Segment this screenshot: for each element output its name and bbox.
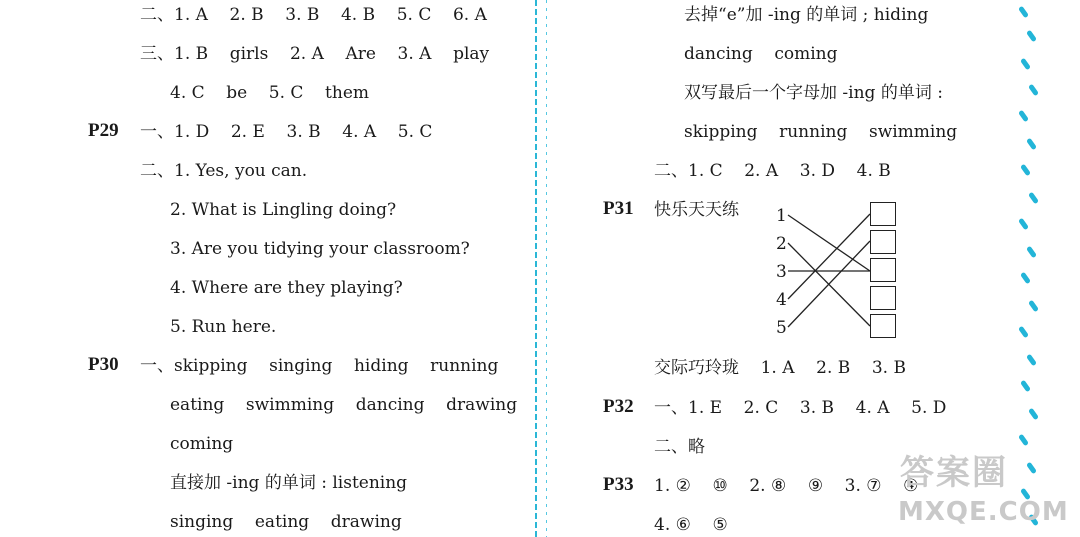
page-divider (535, 0, 537, 537)
leaf-decoration (1018, 110, 1029, 123)
leaf-decoration (1018, 326, 1029, 339)
answer-line: 4. Where are they playing? (170, 278, 403, 298)
leaf-decoration (1028, 84, 1039, 97)
leaf-decoration (1020, 164, 1031, 177)
match-box (870, 230, 896, 254)
match-number: 1 (776, 206, 787, 226)
leaf-decoration (1028, 192, 1039, 205)
leaf-decoration (1020, 58, 1031, 71)
page-label-p29: P29 (88, 120, 119, 141)
answer-line: 3. Are you tidying your classroom? (170, 239, 470, 259)
match-box (870, 258, 896, 282)
matching-diagram (770, 198, 910, 340)
leaf-decoration (1028, 408, 1039, 421)
match-box (870, 286, 896, 310)
answer-line: 4. C be 5. C them (170, 83, 370, 103)
answer-line: skipping running swimming (684, 122, 958, 142)
leaf-decoration (1018, 6, 1029, 19)
leaf-decoration (1020, 272, 1031, 285)
answer-line: 交际巧玲珑 1. A 2. B 3. B (654, 358, 906, 378)
match-number: 4 (776, 290, 787, 310)
page-label-p31: P31 (603, 198, 634, 219)
watermark-url: MXQE.COM (898, 497, 1069, 527)
section-title: 快乐天天练 (654, 200, 739, 220)
leaf-decoration (1026, 246, 1037, 259)
leaf-decoration (1026, 462, 1037, 475)
match-box (870, 202, 896, 226)
leaf-decoration (1026, 30, 1037, 43)
answer-line: singing eating drawing (170, 512, 402, 532)
answer-line: 去掉“e”加 -ing 的单词 ; hiding (684, 5, 929, 25)
match-box (870, 314, 896, 338)
answer-line: eating swimming dancing drawing (170, 395, 518, 415)
leaf-decoration (1028, 300, 1039, 313)
answer-line: 4. ⑥ ⑤ (654, 515, 728, 535)
page-divider-dots (546, 0, 547, 537)
answer-line: 三、1. B girls 2. A Are 3. A play (140, 44, 490, 64)
answer-line: 二、1. Yes, you can. (140, 161, 308, 181)
answer-line: 一、skipping singing hiding running (140, 356, 499, 376)
leaf-decoration (1026, 354, 1037, 367)
answer-line: 二、略 (654, 437, 705, 457)
answer-line: dancing coming (684, 44, 838, 64)
answer-line: 二、1. C 2. A 3. D 4. B (654, 161, 891, 181)
edge-decoration (1015, 0, 1045, 537)
match-line (788, 215, 870, 271)
answer-line: coming (170, 434, 234, 454)
leaf-decoration (1018, 218, 1029, 231)
answer-line: 直接加 -ing 的单词 : listening (170, 473, 408, 493)
page-label-p33: P33 (603, 474, 634, 495)
answer-line: 双写最后一个字母加 -ing 的单词 : (684, 83, 943, 103)
answer-line: 1. ② ⑩ 2. ⑧ ⑨ 3. ⑦ ④ (654, 476, 919, 496)
answer-line: 一、1. E 2. C 3. B 4. A 5. D (654, 398, 947, 418)
page-label-p30: P30 (88, 354, 119, 375)
leaf-decoration (1018, 434, 1029, 447)
match-number: 5 (776, 318, 787, 338)
leaf-decoration (1026, 138, 1037, 151)
answer-line: 5. Run here. (170, 317, 277, 337)
match-line (788, 214, 870, 299)
answer-line: 一、1. D 2. E 3. B 4. A 5. C (140, 122, 433, 142)
answer-line: 二、1. A 2. B 3. B 4. B 5. C 6. A (140, 5, 487, 25)
answer-line: 2. What is Lingling doing? (170, 200, 397, 220)
match-number: 2 (776, 234, 787, 254)
leaf-decoration (1020, 380, 1031, 393)
match-number: 3 (776, 262, 787, 282)
page-label-p32: P32 (603, 396, 634, 417)
watermark-logo: 答案圈 (900, 453, 1008, 493)
